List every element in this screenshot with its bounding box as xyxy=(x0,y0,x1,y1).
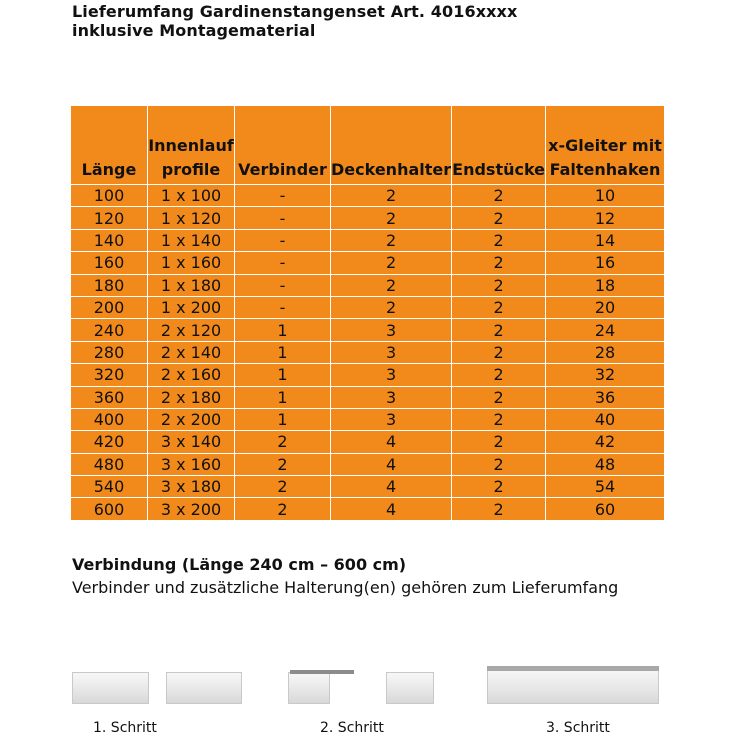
table-cell: 3 xyxy=(331,386,452,408)
table-cell: 280 xyxy=(71,341,148,363)
table-cell: 1 xyxy=(235,319,331,341)
table-cell: 120 xyxy=(71,207,148,229)
table-cell: 2 x 140 xyxy=(148,341,235,363)
table-cell: 24 xyxy=(546,319,665,341)
table-cell: 2 xyxy=(331,229,452,251)
table-cell: 2 xyxy=(452,431,546,453)
table-cell: 14 xyxy=(546,229,665,251)
table-cell: 2 xyxy=(331,252,452,274)
table-cell: 1 xyxy=(235,364,331,386)
table-cell: 1 xyxy=(235,341,331,363)
table-cell: 3 x 160 xyxy=(148,453,235,475)
table-header-row xyxy=(71,106,665,185)
table-cell: 1 x 100 xyxy=(148,185,235,207)
table-row xyxy=(71,341,665,363)
table-cell: 360 xyxy=(71,386,148,408)
table-cell: 40 xyxy=(546,408,665,430)
table-cell: 1 x 140 xyxy=(148,229,235,251)
table-cell: 3 xyxy=(331,364,452,386)
table-row xyxy=(71,207,665,229)
table-cell: 2 xyxy=(452,274,546,296)
table-cell: 54 xyxy=(546,476,665,498)
table-cell: 1 x 200 xyxy=(148,296,235,318)
connection-title: Verbindung (Länge 240 cm – 600 cm) xyxy=(72,555,407,574)
table-cell: 420 xyxy=(71,431,148,453)
table-cell: - xyxy=(235,207,331,229)
table-row xyxy=(71,229,665,251)
table-cell: 1 xyxy=(235,408,331,430)
table-row xyxy=(71,296,665,318)
table-cell: 2 xyxy=(452,408,546,430)
table-cell: 2 xyxy=(452,185,546,207)
step-2-caption: 2. Schritt xyxy=(320,720,384,736)
col-header-endstuecke: Endstücke xyxy=(452,106,546,185)
table-cell: 2 xyxy=(331,274,452,296)
table-cell: 3 xyxy=(331,341,452,363)
table-cell: 16 xyxy=(546,252,665,274)
table-cell: 1 xyxy=(235,386,331,408)
table-cell: 160 xyxy=(71,252,148,274)
table-row xyxy=(71,252,665,274)
table-cell: 48 xyxy=(546,453,665,475)
table-cell: 4 xyxy=(331,498,452,520)
table-cell: - xyxy=(235,252,331,274)
table-cell: 60 xyxy=(546,498,665,520)
table-cell: 200 xyxy=(71,296,148,318)
table-cell: 10 xyxy=(546,185,665,207)
table-cell: 36 xyxy=(546,386,665,408)
table-cell: 1 x 180 xyxy=(148,274,235,296)
table-row xyxy=(71,185,665,207)
table-cell: - xyxy=(235,274,331,296)
table-row xyxy=(71,364,665,386)
table-cell: 3 xyxy=(331,408,452,430)
document-subtitle: inklusive Montagematerial xyxy=(72,21,316,40)
table-cell: 4 xyxy=(331,431,452,453)
table-cell: 2 xyxy=(331,185,452,207)
table-cell: 2 x 200 xyxy=(148,408,235,430)
table-cell: 2 xyxy=(331,296,452,318)
table-cell: 2 xyxy=(452,453,546,475)
table-cell: 2 xyxy=(235,498,331,520)
table-row xyxy=(71,476,665,498)
table-cell: 4 xyxy=(331,453,452,475)
table-cell: 180 xyxy=(71,274,148,296)
table-cell: 28 xyxy=(546,341,665,363)
table-cell: 2 xyxy=(452,252,546,274)
table-cell: 400 xyxy=(71,408,148,430)
table-cell: 42 xyxy=(546,431,665,453)
table-row xyxy=(71,408,665,430)
table-cell: 18 xyxy=(546,274,665,296)
table-cell: 2 xyxy=(452,296,546,318)
table-cell: 2 x 180 xyxy=(148,386,235,408)
table-row xyxy=(71,274,665,296)
table-cell: 3 xyxy=(331,319,452,341)
table-cell: 2 xyxy=(235,431,331,453)
table-cell: 2 xyxy=(331,207,452,229)
table-cell: 320 xyxy=(71,364,148,386)
table-cell: 2 xyxy=(452,319,546,341)
table-cell: 2 xyxy=(452,364,546,386)
table-cell: 2 x 160 xyxy=(148,364,235,386)
table-cell: 100 xyxy=(71,185,148,207)
table-cell: - xyxy=(235,229,331,251)
table-cell: 32 xyxy=(546,364,665,386)
col-header-gleiter: x-Gleiter mit Faltenhaken xyxy=(546,106,665,185)
step-3-caption: 3. Schritt xyxy=(546,720,610,736)
table-cell: 2 xyxy=(452,476,546,498)
col-header-laenge: Länge xyxy=(71,106,148,185)
step-1-caption: 1. Schritt xyxy=(93,720,157,736)
table-cell: 2 xyxy=(452,386,546,408)
table-cell: 20 xyxy=(546,296,665,318)
col-header-verbinder: Verbinder xyxy=(235,106,331,185)
table-cell: 2 xyxy=(235,476,331,498)
table-row xyxy=(71,498,665,520)
table-cell: 2 xyxy=(235,453,331,475)
table-cell: 600 xyxy=(71,498,148,520)
table-cell: 2 x 120 xyxy=(148,319,235,341)
table-cell: 480 xyxy=(71,453,148,475)
table-cell: 3 x 180 xyxy=(148,476,235,498)
table-cell: - xyxy=(235,185,331,207)
connection-subtitle: Verbinder und zusätzliche Halterung(en) gehören zum Lieferumfang xyxy=(72,578,619,597)
table-cell: 3 x 140 xyxy=(148,431,235,453)
table-cell: 1 x 160 xyxy=(148,252,235,274)
table-row xyxy=(71,431,665,453)
table-cell: - xyxy=(235,296,331,318)
col-header-innenlaufprofile: Innenlauf profile xyxy=(148,106,235,185)
col-header-deckenhalter: Deckenhalter xyxy=(331,106,452,185)
table-row xyxy=(71,453,665,475)
table-cell: 2 xyxy=(452,498,546,520)
table-row xyxy=(71,386,665,408)
table-row xyxy=(71,319,665,341)
table-cell: 140 xyxy=(71,229,148,251)
table-cell: 2 xyxy=(452,341,546,363)
table-cell: 540 xyxy=(71,476,148,498)
table-cell: 240 xyxy=(71,319,148,341)
table-cell: 2 xyxy=(452,207,546,229)
table-cell: 12 xyxy=(546,207,665,229)
table-cell: 3 x 200 xyxy=(148,498,235,520)
document-title: Lieferumfang Gardinenstangenset Art. 4016xxxx xyxy=(72,2,518,21)
table-cell: 4 xyxy=(331,476,452,498)
delivery-table xyxy=(70,105,665,521)
table-cell: 2 xyxy=(452,229,546,251)
table-cell: 1 x 120 xyxy=(148,207,235,229)
